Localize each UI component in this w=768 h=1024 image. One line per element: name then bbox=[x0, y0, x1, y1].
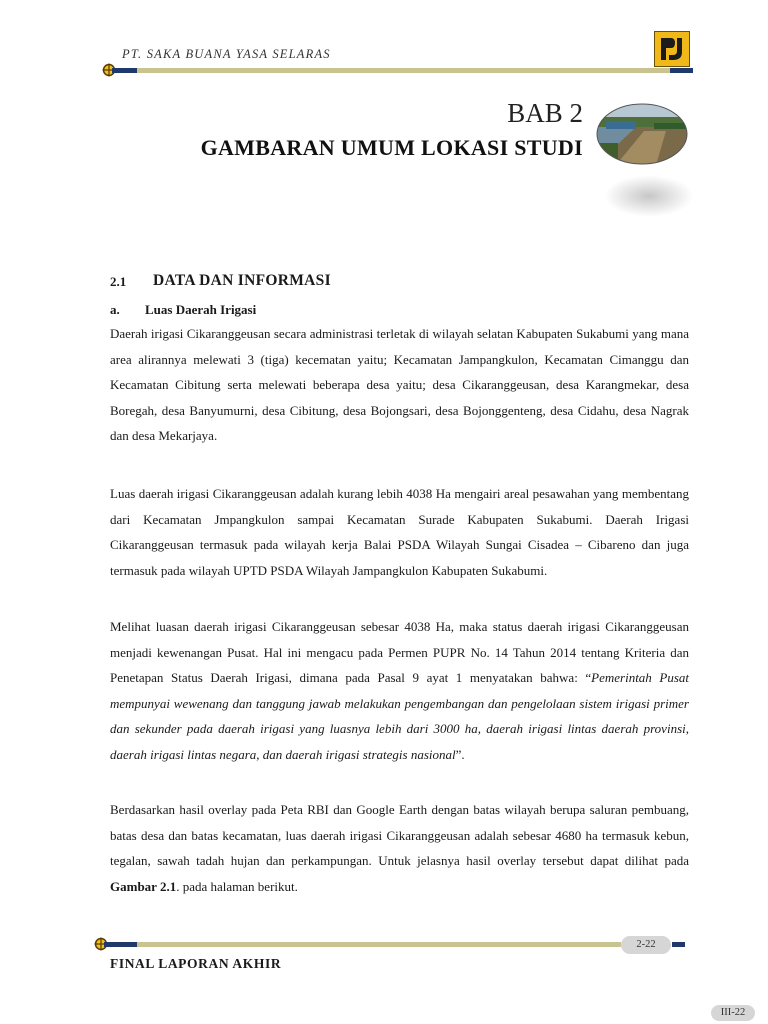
paragraph-4 bbox=[110, 797, 689, 899]
chapter-title: GAMBARAN UMUM LOKASI STUDI bbox=[200, 135, 583, 160]
figure-reference: Gambar 2.1 bbox=[110, 878, 177, 894]
footer-rule bbox=[104, 942, 685, 947]
section-title: DATA DAN INFORMASI bbox=[153, 272, 331, 289]
page-number-corner: III-22 bbox=[711, 1005, 755, 1021]
company-name: PT. SAKA BUANA YASA SELARAS bbox=[122, 47, 331, 61]
header-rule bbox=[112, 68, 693, 73]
pu-logo-icon bbox=[654, 31, 690, 67]
photo-shadow bbox=[604, 175, 694, 217]
paragraph-3-lead: Melihat luasan daerah irigasi Cikaranggeusan sebesar 4038 Ha, maka status daerah irigasi Cikaranggeusan menjadi kewenangan Pusat. Hal ini mengacu pada Permen PUPR No. 14 Tahun 2014 tentang Kriteria dan Penetapan Status Daerah Irigasi, dimana pada Pasal 9 ayat 1 menyatakan bahwa: “ bbox=[110, 619, 689, 686]
canal-photo bbox=[596, 103, 688, 165]
paragraph-4-lead: Berdasarkan hasil overlay pada Peta RBI dan Google Earth dengan batas wilayah berupa saluran pembuang, batas desa dan batas kecamatan, luas daerah irigasi Cikaranggeusan adalah sebesar 4680 ha termasuk kebun, tegalan, sawah tadah hujan dan perkampungan. Untuk jelasnya hasil overlay tersebut dapat dilihat pada bbox=[110, 802, 689, 869]
subsection-letter: a. bbox=[110, 302, 120, 317]
chapter-number: BAB 2 bbox=[507, 98, 583, 128]
paragraph-3 bbox=[110, 614, 689, 768]
paragraph-4-close: . pada halaman berikut. bbox=[176, 878, 298, 894]
paragraph-1: Daerah irigasi Cikaranggeusan secara administrasi terletak di wilayah selatan Kabupaten Sukabumi yang mana area alirannya melewati 3 (tiga) kecematan yaitu; Kecamatan Jampangkulon, Kecamatan Cimanggu dan Kecamatan Cibitung serta melewati beberapa desa yaitu; desa Cikaranggeusan, desa Karangmekar, desa Boregah, desa Banyumurni, desa Cibitung, desa Bojongsari, desa Bojonggenteng, desa Cidahu, desa Nagrak dan desa Mekarjaya. bbox=[110, 326, 689, 444]
paragraph-3-close: ”. bbox=[455, 746, 465, 762]
footer-title: FINAL LAPORAN AKHIR bbox=[110, 956, 282, 971]
subsection-title: Luas Daerah Irigasi bbox=[145, 302, 257, 317]
regulation-quote: Pemerintah Pusat mempunyai wewenang dan tanggung jawab melakukan pengembangan dan pengelolaan sistem irigasi primer dan sekunder pada daerah irigasi yang luasnya lebih dari 3000 ha, daerah irigasi lintas daerah provinsi, daerah irigasi lintas negara, dan daerah irigasi strategis nasional bbox=[110, 670, 689, 762]
page-number-badge: 2-22 bbox=[621, 936, 671, 954]
paragraph-2: Luas daerah irigasi Cikaranggeusan adalah kurang lebih 4038 Ha mengairi areal pesawahan yang membentang dari Kecamatan Jmpangkulon sampai Kecamatan Surade Kabupaten Sukabumi. Daerah Irigasi Cikaranggeusan termasuk pada wilayah kerja Balai PSDA Wilayah Sungai Cisadea – Cibareno dan juga termasuk pada wilayah UPTD PSDA Wilayah Jampangkulon Kabupaten Sukabumi. bbox=[110, 486, 689, 578]
section-number: 2.1 bbox=[110, 274, 127, 289]
